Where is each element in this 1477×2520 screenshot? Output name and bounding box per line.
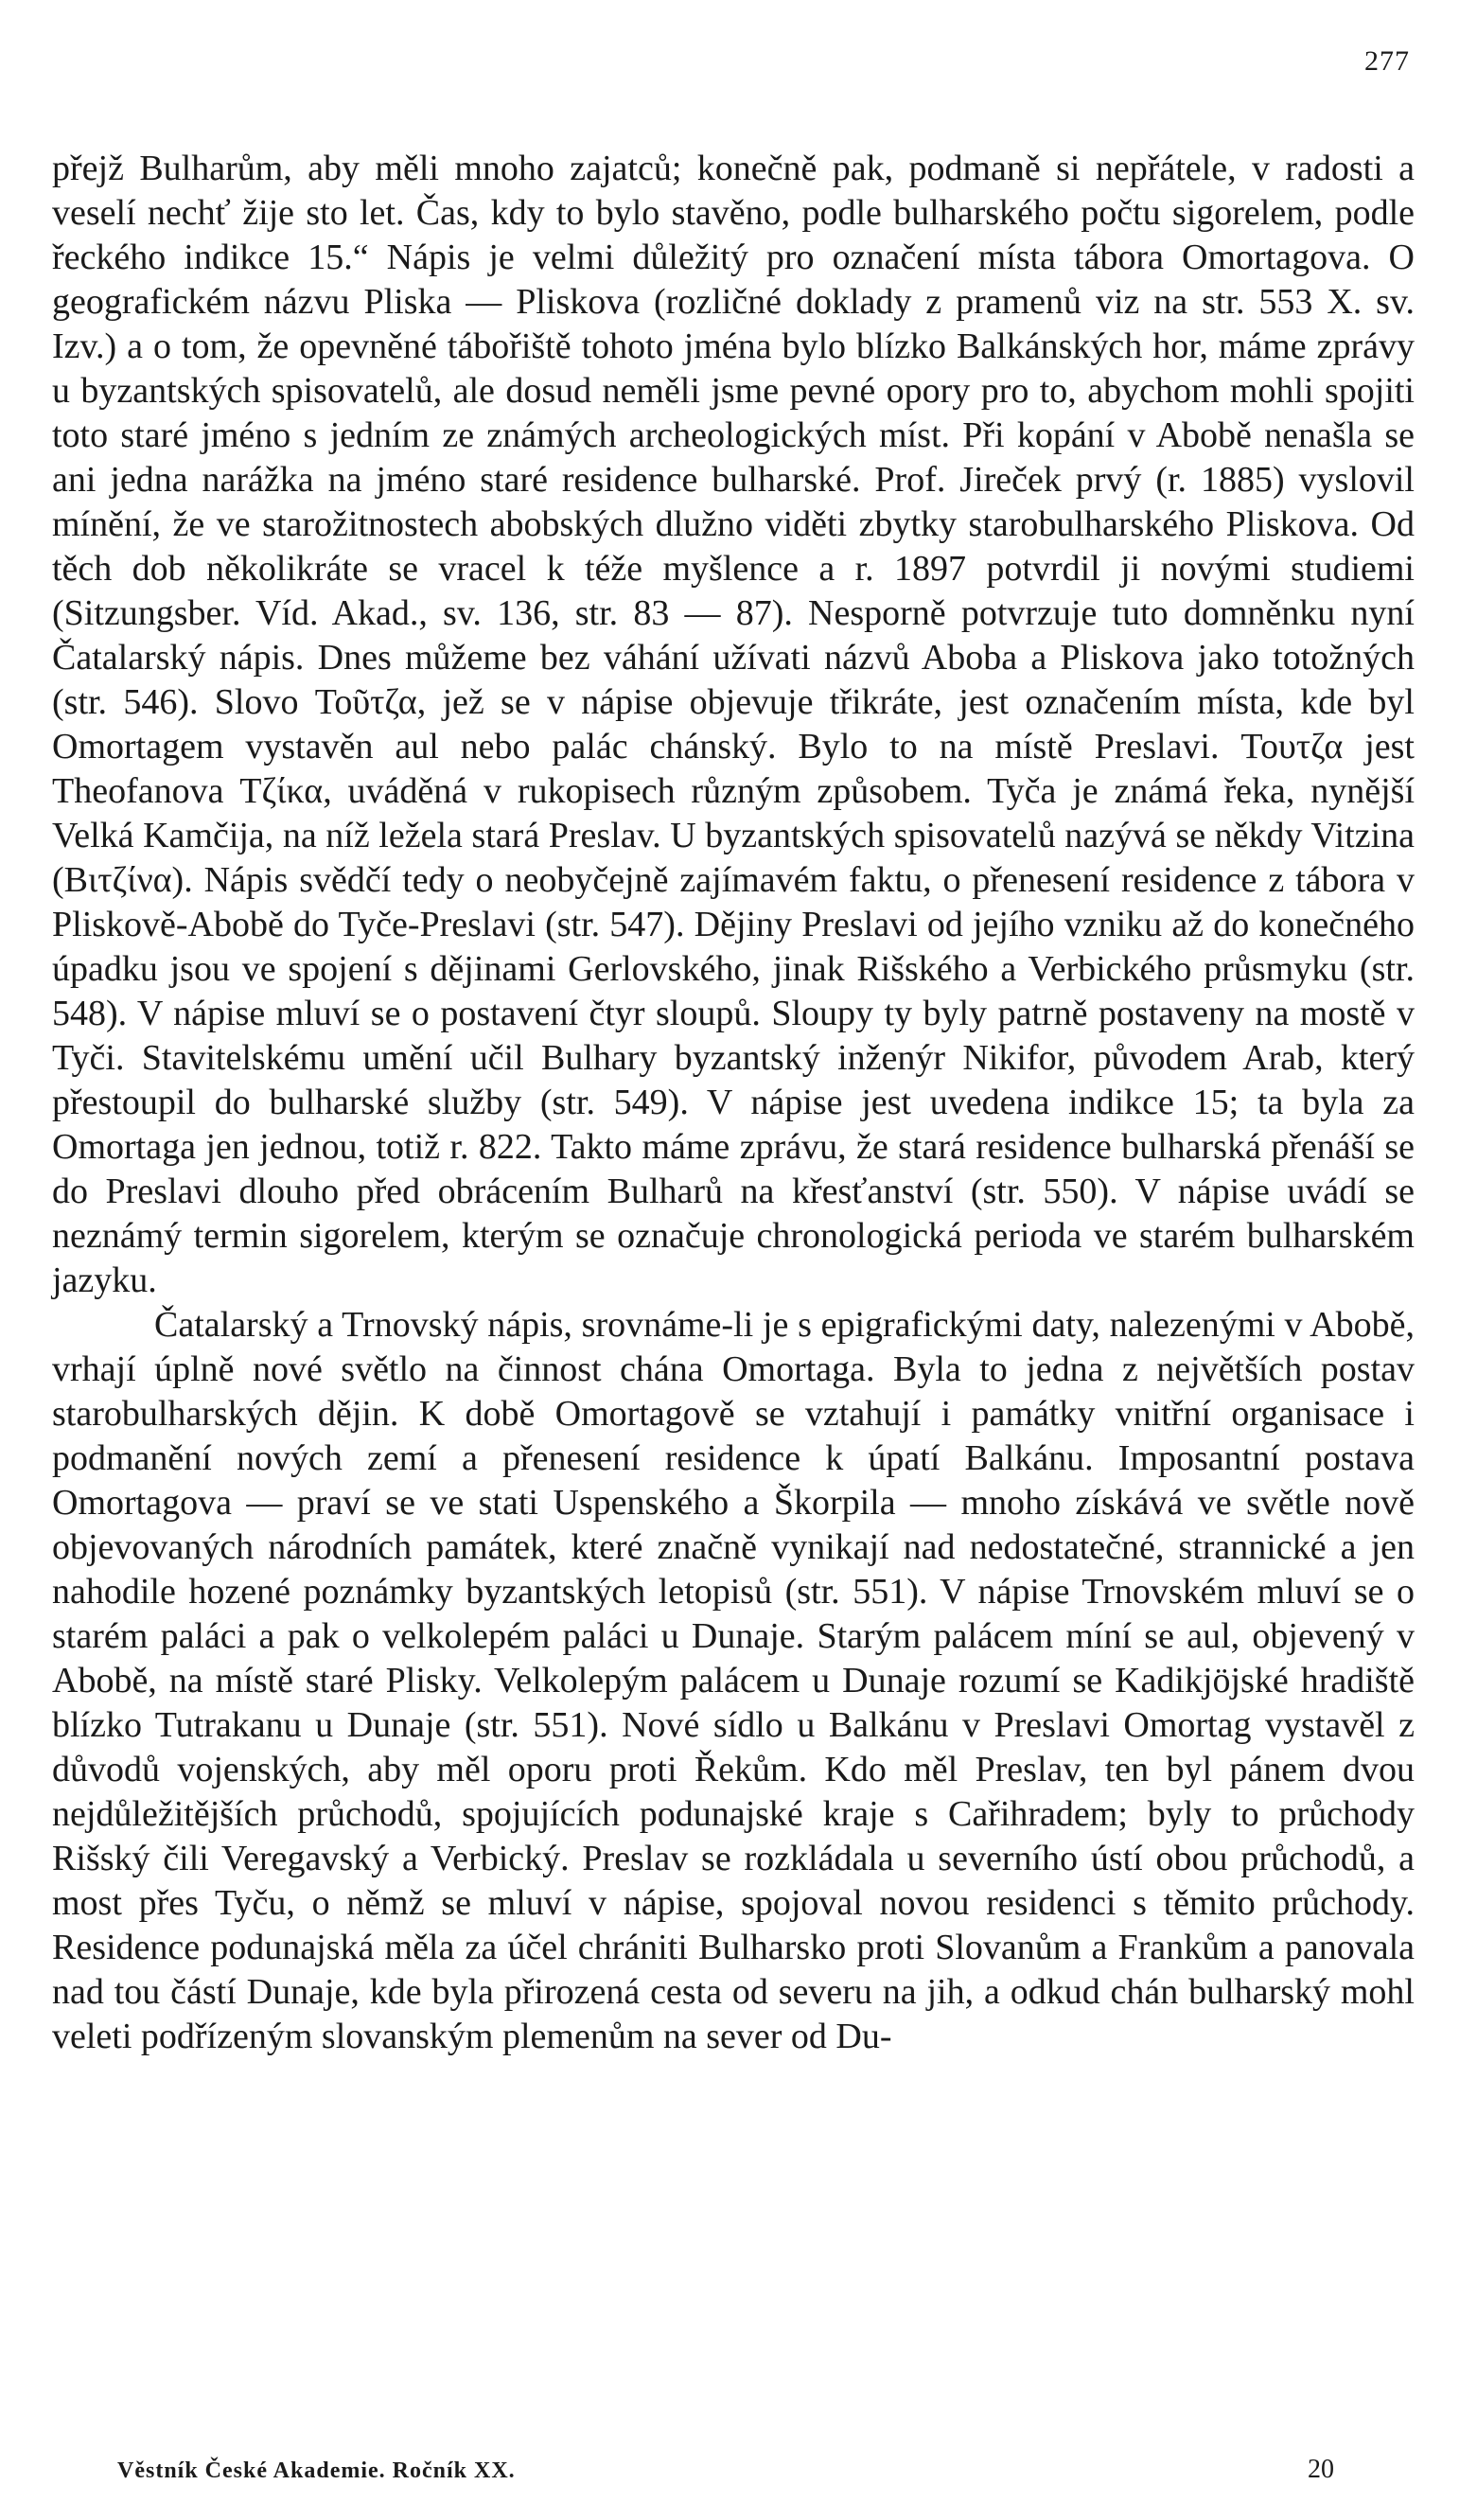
journal-footer: Věstník České Akademie. Ročník XX. xyxy=(117,2458,516,2483)
page-number: 277 xyxy=(1364,45,1410,77)
paragraph-2: Čatalarský a Trnovský nápis, srovnáme-li je s epigrafickými daty, nalezenými v Abobě, vrhají úplně nové světlo na činnost chána Omortaga. Byla to jedna z největších postav starobulharských dějin. K době Omortagově se vztahují i památky vnitřní organisace i podmanění nových zemí a přenesení residence k úpatí Balkánu. Imposantní postava Omortagova — praví se ve stati Uspenského a Škorpila — mnoho získává ve světle nově objevovaných národních památek, které značně vynikají nad nedostatečné, strannické a jen nahodile hozené poznámky byzantských letopisů (str. 551). V nápise Trnovském mluví se o starém paláci a pak o velkolepém paláci u Dunaje. Starým palácem míní se aul, objevený v Abobě, na místě staré Plisky. Velkolepým palácem u Dunaje rozumí se Kadikjöjské hradiště blízko Tutrakanu u Dunaje (str. 551). Nové sídlo u Balkánu v Preslavi Omortag vystavěl z důvodů vojenských, aby měl oporu proti Řekům. Kdo měl Preslav, ten byl pánem dvou nejdůležitějších průchodů, spojujících podunajské kraje s Cařihradem; byly to průchody Rišský čili Veregavský a Verbický. Preslav se rozkládala u severního ústí obou průchodů, a most přes Tyču, o němž se mluví v nápise, spojoval novou residenci s těmito průchody. Residence podunajská měla za účel chrániti Bulharsko proti Slovanům a Frankům a panovala nad tou částí Dunaje, kde byla přirozená cesta od severu na jih, a odkud chán bulharský mohl veleti podřízeným slovanským plemenům na sever od Du- xyxy=(52,1305,1415,2056)
paragraph-1: přejž Bulharům, aby měli mnoho zajatců; konečně pak, podmaně si nepřátele, v radosti a veselí nechť žije sto let. Čas, kdy to bylo stavěno, podle bulharského počtu sigorelem, podle řeckého indikce 15.“ Nápis je velmi důležitý pro označení místa tábora Omortagova. O geografickém názvu Pliska — Pliskova (rozličné doklady z pramenů viz na str. 553 X. sv. Izv.) a o tom, že opevněné tábořiště tohoto jména bylo blízko Balkánských hor, máme zprávy u byzantských spisovatelů, ale dosud neměli jsme pevné opory pro to, abychom mohli spojiti toto staré jméno s jedním ze známých archeologických míst. Při kopání v Abobě nenašla se ani jedna narážka na jméno staré residence bulharské. Prof. Jireček prvý (r. 1885) vyslovil mínění, že ve starožitnostech abobských dlužno viděti zbytky starobulharského Pliskova. Od těch dob několikráte se vracel k téže myšlence a r. 1897 potvrdil ji novými studiemi (Sitzungsber. Víd. Akad., sv. 136, str. 83 — 87). Nesporně potvrzuje tuto domněnku nyní Čatalarský nápis. Dnes můžeme bez váhání užívati názvů Aboba a Pliskova jako totožných (str. 546). Slovo Τοῦτζα, jež se v nápise objevuje třikráte, jest označením místa, kde byl Omortagem vystavěn aul nebo palác chánský. Bylo to na místě Preslavi. Τουτζα jest Theofanova Τζίκα, uváděná v rukopisech různým způsobem. Tyča je známá řeka, nynější Velká Kamčija, na níž ležela stará Preslav. U byzantských spisovatelů nazývá se někdy Vitzina (Βιτζίνα). Nápis svědčí tedy o neobyčejně zajímavém faktu, o přenesení residence z tábora v Pliskově-Abobě do Tyče-Preslavi (str. 547). Dějiny Preslavi od jejího vzniku až do konečného úpadku jsou ve spojení s dějinami Gerlovského, jinak Rišského a Verbického průsmyku (str. 548). V nápise mluví se o postavení čtyr sloupů. Sloupy ty byly patrně postaveny na mostě v Tyči. Stavitelskému umění učil Bulhary byzantský inženýr Nikifor, původem Arab, který přestoupil do bulharské služby (str. 549). V nápise jest uvedena indikce 15; ta byla za Omortaga jen jednou, totiž r. 822. Takto máme zprávu, že stará residence bulharská přenáší se do Preslavi dlouho před obrácením Bulharů na křesťanství (str. 550). V nápise uvádí se neznámý termin sigorelem, kterým se označuje chronologická perioda ve starém bulharském jazyku. xyxy=(52,149,1415,1300)
body-text xyxy=(52,147,1415,2059)
sheet-signature: 20 xyxy=(1308,2455,1334,2484)
